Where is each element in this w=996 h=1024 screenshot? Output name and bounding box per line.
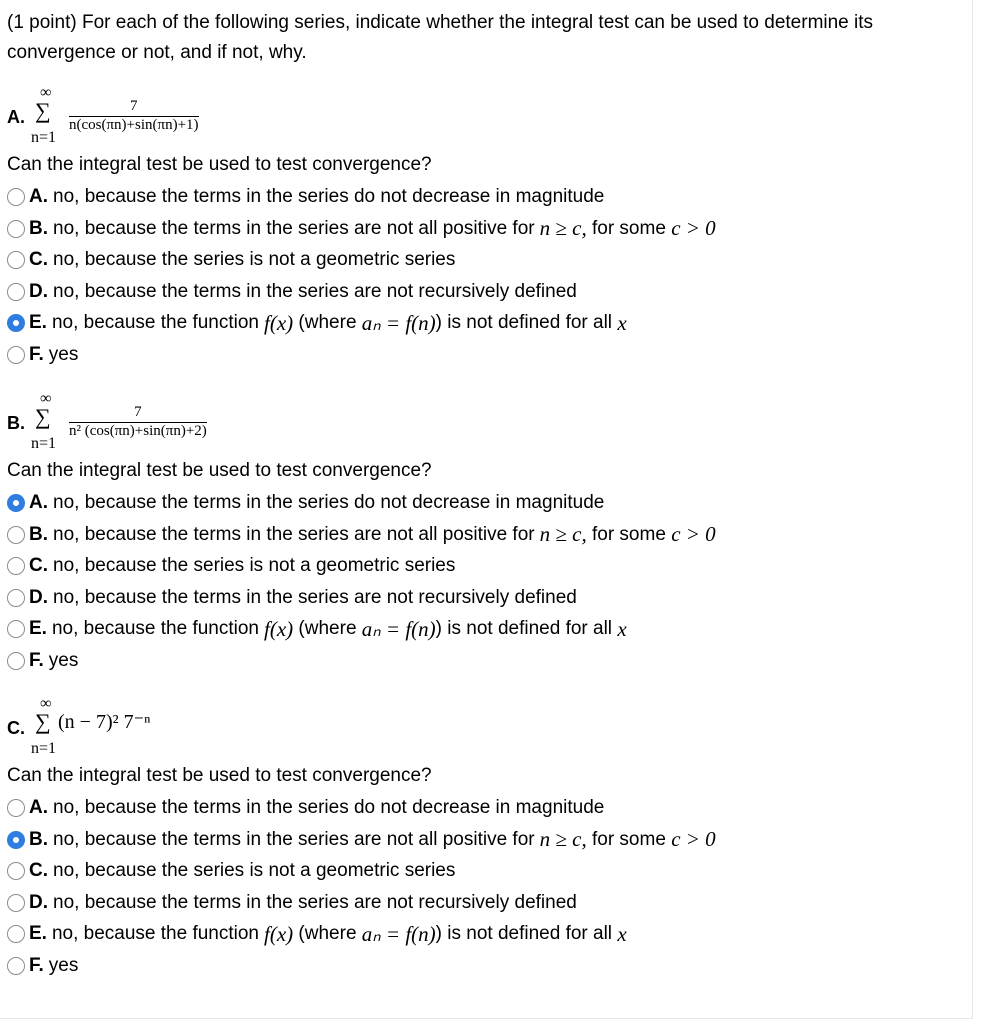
series-expression-c — [7, 697, 607, 761]
option-a[interactable] — [7, 182, 604, 212]
option-text: no, because the terms in the series are not all positive for — [53, 217, 535, 239]
option-text: yes — [48, 955, 79, 976]
option-math-2: aₙ = f(n) — [361, 616, 436, 641]
problem-letter: A. — [7, 107, 25, 127]
option-text: no, because the terms in the series are not recursively defined — [53, 891, 577, 913]
sum-lower-limit: n=1 — [31, 740, 57, 757]
option-text: no, because the terms in the series are not all positive for — [53, 828, 535, 850]
option-text: no, because the terms in the series do not decrease in magnitude — [53, 797, 605, 818]
option-letter: A. — [29, 186, 48, 207]
option-letter: C. — [29, 860, 48, 882]
option-letter: B. — [29, 523, 48, 545]
radio-button[interactable] — [7, 799, 25, 817]
option-letter: D. — [29, 280, 48, 302]
radio-button[interactable] — [7, 957, 25, 975]
option-math-2: c > 0 — [671, 827, 716, 852]
option-c[interactable] — [7, 245, 455, 275]
option-c[interactable] — [7, 856, 455, 886]
summation-icon: ∑ — [35, 404, 51, 429]
option-letter: E. — [29, 312, 47, 334]
option-text: no, because the terms in the series do not decrease in magnitude — [53, 186, 605, 207]
option-text: no, because the function — [51, 618, 259, 640]
series-fraction — [69, 98, 199, 134]
option-e[interactable] — [7, 308, 627, 338]
sum-upper-limit: ∞ — [40, 84, 52, 101]
option-math-2: c > 0 — [671, 522, 716, 547]
option-b[interactable] — [7, 214, 716, 244]
sum-upper-limit: ∞ — [40, 695, 52, 712]
problem-intro: (1 point) For each of the following series, indicate whether the integral test can be used to determine its convergence or not, and if not, why. — [7, 12, 874, 63]
radio-button[interactable] — [7, 620, 25, 638]
option-text: no, because the series is not a geometric series — [53, 555, 456, 577]
radio-button[interactable] — [7, 557, 25, 575]
fraction-numerator: 7 — [134, 404, 142, 420]
radio-button[interactable] — [7, 589, 25, 607]
sum-upper-limit: ∞ — [40, 390, 52, 407]
radio-button[interactable] — [7, 251, 25, 269]
option-c[interactable] — [7, 551, 455, 581]
option-text: no, because the terms in the series are not all positive for — [53, 523, 535, 545]
option-text-continued: for some — [586, 217, 672, 239]
option-letter: E. — [29, 923, 47, 945]
option-letter: E. — [29, 618, 47, 640]
option-math-3: x — [617, 310, 627, 335]
series-expression-a — [7, 86, 607, 150]
radio-button[interactable] — [7, 188, 25, 206]
fraction-numerator: 7 — [130, 98, 138, 114]
problem-letter: C. — [7, 718, 25, 738]
radio-button[interactable] — [7, 862, 25, 880]
option-e[interactable] — [7, 614, 627, 644]
fraction-denominator: n² (cos(πn)+sin(πn)+2) — [69, 423, 207, 439]
sum-lower-limit: n=1 — [31, 435, 57, 452]
option-letter: B. — [29, 828, 48, 850]
radio-button[interactable] — [7, 526, 25, 544]
option-letter: F. — [29, 344, 44, 365]
option-text: no, because the function — [51, 312, 259, 334]
option-e[interactable] — [7, 919, 627, 949]
option-a[interactable] — [7, 793, 604, 823]
option-letter: A. — [29, 797, 48, 818]
radio-button[interactable] — [7, 894, 25, 912]
problem-letter: B. — [7, 413, 25, 433]
option-math: n ≥ c, — [539, 522, 587, 547]
option-letter: C. — [29, 555, 48, 577]
radio-button[interactable] — [7, 346, 25, 364]
option-text-continued-2: ) is not defined for all — [435, 618, 618, 640]
option-text-continued-2: ) is not defined for all — [435, 923, 618, 945]
radio-button[interactable] — [7, 283, 25, 301]
option-text: no, because the terms in the series do not decrease in magnitude — [53, 492, 605, 513]
option-text-continued: for some — [586, 523, 672, 545]
option-letter: B. — [29, 217, 48, 239]
series-term: (n − 7)² 7⁻ⁿ — [58, 711, 151, 733]
option-text-continued: (where — [293, 618, 362, 640]
option-math-3: x — [617, 921, 627, 946]
option-math: n ≥ c, — [539, 216, 587, 241]
option-letter: F. — [29, 955, 44, 976]
question-text: Can the integral test be used to test convergence? — [7, 154, 432, 175]
option-math: f(x) — [264, 921, 294, 946]
option-a[interactable] — [7, 488, 604, 518]
option-f[interactable] — [7, 951, 78, 981]
option-b[interactable] — [7, 825, 716, 855]
option-text: yes — [48, 650, 79, 671]
radio-button[interactable] — [7, 494, 25, 512]
option-math: n ≥ c, — [539, 827, 587, 852]
summation-icon: ∑ — [35, 709, 51, 734]
option-letter: F. — [29, 650, 44, 671]
option-b[interactable] — [7, 520, 716, 550]
option-math: f(x) — [264, 310, 294, 335]
option-text: yes — [48, 344, 79, 365]
option-text: no, because the series is not a geometric series — [53, 860, 456, 882]
option-letter: D. — [29, 891, 48, 913]
option-text: no, because the function — [51, 923, 259, 945]
option-text-continued: (where — [293, 312, 362, 334]
option-text: no, because the terms in the series are not recursively defined — [53, 586, 577, 608]
radio-button[interactable] — [7, 314, 25, 332]
option-text: no, because the series is not a geometric series — [53, 249, 456, 271]
radio-button[interactable] — [7, 220, 25, 238]
series-fraction — [69, 404, 207, 440]
question-text: Can the integral test be used to test convergence? — [7, 765, 432, 786]
option-f[interactable] — [7, 340, 78, 370]
option-letter: D. — [29, 586, 48, 608]
option-text-continued-2: ) is not defined for all — [435, 312, 618, 334]
option-d[interactable] — [7, 583, 577, 613]
radio-button[interactable] — [7, 925, 25, 943]
option-f[interactable] — [7, 646, 78, 676]
option-math-2: aₙ = f(n) — [361, 921, 436, 946]
question-text: Can the integral test be used to test convergence? — [7, 460, 432, 481]
option-text: no, because the terms in the series are not recursively defined — [53, 280, 577, 302]
option-math-2: c > 0 — [671, 216, 716, 241]
option-d[interactable] — [7, 277, 577, 307]
option-letter: A. — [29, 492, 48, 513]
option-math-2: aₙ = f(n) — [361, 310, 436, 335]
option-text-continued: for some — [586, 828, 672, 850]
option-d[interactable] — [7, 888, 577, 918]
option-letter: C. — [29, 249, 48, 271]
option-text-continued: (where — [293, 923, 362, 945]
radio-button[interactable] — [7, 652, 25, 670]
option-math-3: x — [617, 616, 627, 641]
summation-icon: ∑ — [35, 98, 51, 123]
sum-lower-limit: n=1 — [31, 129, 57, 146]
option-math: f(x) — [264, 616, 294, 641]
fraction-denominator: n(cos(πn)+sin(πn)+1) — [69, 117, 199, 133]
series-expression-b — [7, 392, 607, 456]
radio-button[interactable] — [7, 831, 25, 849]
